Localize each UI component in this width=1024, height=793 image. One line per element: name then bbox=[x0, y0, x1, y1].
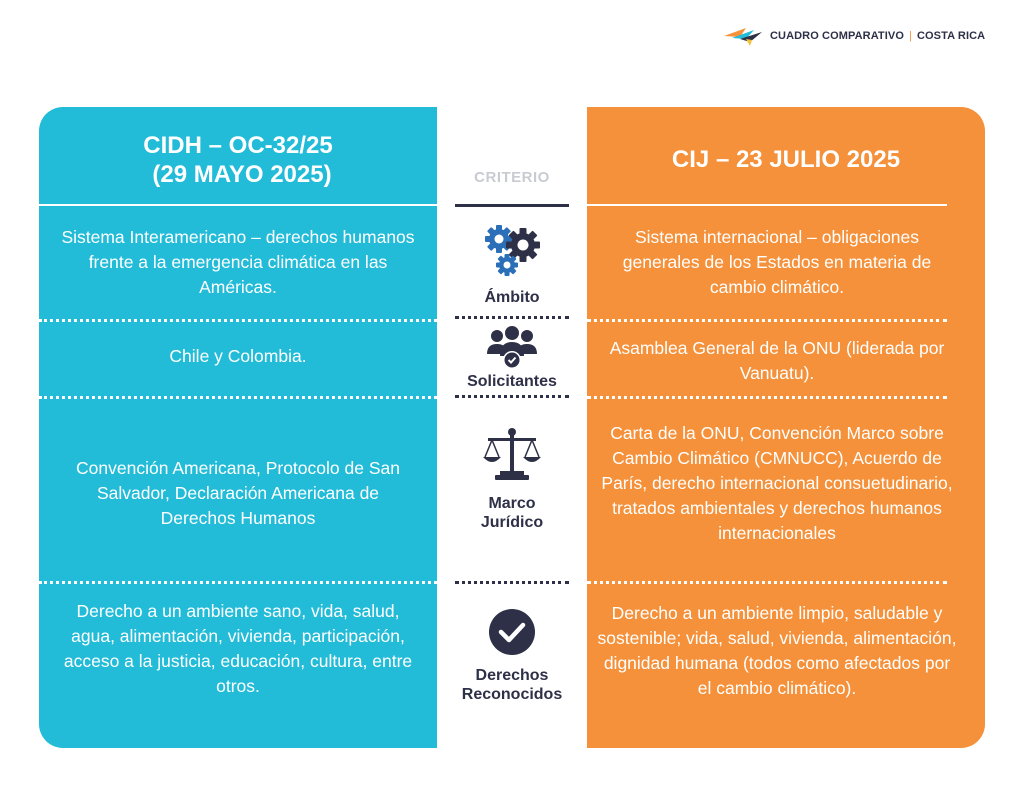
criterio-column bbox=[437, 107, 587, 748]
criterio-divider-2 bbox=[455, 395, 569, 398]
right-marco-text: Carta de la ONU, Convención Marco sobre Cambio Climático (CMNUCC), Acuerdo de París, derecho internacional consuetudinario, tratados ambientales y derechos humanos internacionales bbox=[601, 423, 953, 543]
brand-separator: | bbox=[909, 30, 912, 42]
left-solicitantes-text: Chile y Colombia. bbox=[169, 346, 307, 366]
left-derechos-text: Derecho a un ambiente sano, vida, salud, agua, alimentación, vivienda, participación, acceso a la justicia, educación, cultura, entre otros. bbox=[63, 601, 413, 696]
right-divider-3 bbox=[587, 581, 947, 584]
right-solicitantes-text: Asamblea General de la ONU (liderada por Vanuatu). bbox=[609, 338, 945, 383]
left-ambito-text: Sistema Interamericano – derechos humanos frente a la emergencia climática en las Américas. bbox=[61, 227, 415, 297]
left-title-line1: CIDH – OC-32/25 bbox=[143, 132, 333, 159]
criterio-derechos-label bbox=[437, 666, 587, 704]
criterio-divider-3 bbox=[455, 581, 569, 584]
users-icon bbox=[437, 326, 587, 370]
right-column bbox=[587, 107, 985, 748]
left-marco-text: Convención Americana, Protocolo de San Salvador, Declaración Americana de Derechos Humanos bbox=[76, 458, 400, 528]
criterio-divider-1 bbox=[455, 316, 569, 319]
left-header-divider bbox=[39, 204, 437, 206]
criterio-marco-line2: Jurídico bbox=[480, 514, 544, 531]
criterio-marco-label bbox=[437, 494, 587, 532]
right-divider-1 bbox=[587, 319, 947, 322]
brand-right-text: COSTA RICA bbox=[916, 30, 986, 42]
criterio-marco-line1: Marco bbox=[488, 495, 536, 512]
check-circle-icon bbox=[437, 608, 587, 656]
right-divider-2 bbox=[587, 396, 947, 399]
scales-icon bbox=[437, 427, 587, 483]
right-ambito-text: Sistema internacional – obligaciones generales de los Estados en materia de cambio climático. bbox=[622, 227, 932, 297]
left-column-title bbox=[39, 131, 437, 189]
criterio-derechos-line1: Derechos bbox=[475, 667, 549, 684]
brand-header bbox=[724, 26, 985, 46]
right-header-divider bbox=[587, 204, 947, 206]
gears-icon bbox=[437, 223, 587, 279]
left-title-line2: (29 MAYO 2025) bbox=[152, 161, 332, 188]
right-derechos-text: Derecho a un ambiente limpio, saludable y sostenible; vida, salud, vivienda, alimentación, dignidad humana (todos como afectados por el cambio climático). bbox=[597, 603, 957, 698]
brand-logo-icon bbox=[724, 26, 762, 46]
criterio-ambito-label: Ámbito bbox=[484, 289, 540, 306]
criterio-solicitantes-label: Solicitantes bbox=[467, 373, 557, 390]
left-divider-3 bbox=[39, 581, 437, 584]
left-column bbox=[39, 107, 437, 748]
left-divider-1 bbox=[39, 319, 437, 322]
criterio-header-divider bbox=[455, 204, 569, 207]
left-divider-2 bbox=[39, 396, 437, 399]
right-column-title: CIJ – 23 JULIO 2025 bbox=[671, 146, 901, 173]
criterio-header: CRITERIO bbox=[474, 169, 550, 186]
criterio-derechos-line2: Reconocidos bbox=[461, 686, 563, 703]
brand-left-text: CUADRO COMPARATIVO bbox=[770, 30, 904, 42]
